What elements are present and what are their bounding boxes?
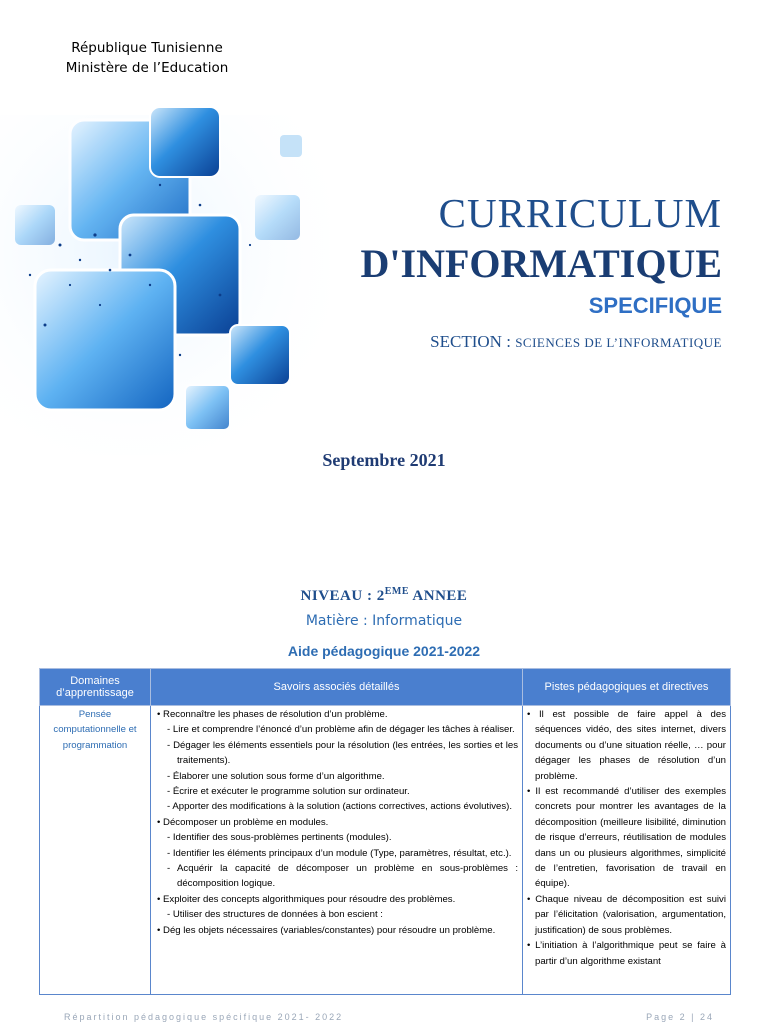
niveau-prefix: NIVEAU : 2 [300,588,385,604]
niveau-sup: EME [384,586,409,597]
republic-label: République Tunisienne [71,40,223,56]
footer-title: Répartition pédagogique spécifique 2021- 2022 [64,1012,344,1022]
header-pistes: Pistes pédagogiques et directives [523,669,731,706]
header-domaines: Domaines d’apprentissage [40,669,151,706]
savoir-subitem: - Identifier des sous-problèmes pertinents (modules). [167,832,392,844]
title-curriculum: CURRICULUM [438,190,722,236]
savoir-subitem: - Utiliser des structures de données à bon escient : [167,909,383,921]
aide-label: Aide pédagogique 2021-2022 [287,643,481,659]
savoir-item: • Exploiter des concepts algorithmiques pour résoudre des problèmes. [157,893,456,905]
publication-date: Septembre 2021 [322,450,446,470]
savoir-subitem: - Lire et comprendre l’énoncé d’un problème afin de dégager les tâches à réaliser. [167,724,515,736]
page-footer [64,1012,714,1022]
cover-art-image [0,95,330,475]
title-specifique: SPECIFIQUE [588,293,722,318]
section-line [361,332,722,352]
savoir-item: • Reconnaître les phases de résolution d’un problème. [157,709,388,720]
piste-item: • L’initiation à l’algorithmique peut se faire à partir d’un algorithme existant [527,940,726,967]
savoir-item: • Décomposer un problème en modules. [157,816,329,828]
matiere-label: Matière : Informatique [305,613,463,629]
page-number: Page 2 | 24 [646,1012,714,1022]
curriculum-table [39,668,731,995]
header-text [57,38,237,78]
savoir-subitem: - Dégager les éléments essentiels pour la résolution (les entrées, les sorties et les traitements). [167,739,518,767]
piste-item: • Il est possible de faire appel à des séquences vidéo, des sites internet, divers documents ou d’une situation réelle, … pour dégager les phases de résolution d’un problème. [527,709,726,782]
piste-item: • Chaque niveau de décomposition est suivi par l’élicitation (valorisation, argumentation, justification) de sous problèmes. [527,893,726,936]
savoir-subitem: - Élaborer une solution sous forme d’un algorithme. [167,770,385,782]
title-block [361,188,722,352]
savoir-subitem: - Identifier les éléments principaux d’un module (Type, paramètres, résultat, etc.). [167,847,512,859]
header-savoirs: Savoirs associés détaillés [151,669,523,706]
pistes-list [527,707,726,993]
domain-cell: Pensée computationnelle et programmation [40,706,151,995]
savoir-item: • Dég les objets nécessaires (variables/constantes) pour résoudre un problème. [157,924,496,936]
ministry-label: Ministère de l’Education [65,60,229,76]
section-value: SCIENCES DE L’INFORMATIQUE [515,335,722,350]
section-label: SECTION [430,332,502,351]
niveau-suffix: ANNEE [409,588,468,604]
section-separator: : [501,332,516,351]
table-header-row [40,669,731,706]
savoirs-list [155,707,518,993]
title-informatique: D'INFORMATIQUE [360,241,722,286]
pistes-cell [523,706,731,995]
savoir-subitem: - Apporter des modifications à la solution (actions correctives, actions évolutives). [167,801,512,813]
piste-item: • Il est recommandé d’utiliser des exemples concrets pour montrer les avantages de la décomposition (meilleure lisibilité, diminution de risque d’erreurs, réutilisation de modules dans un ou plusieurs algorithmes, simplicité de l’entretien, favorisation de travail en équipe). [527,786,726,890]
table-row [40,706,731,995]
savoir-subitem: - Acquérir la capacité de décomposer un problème en sous-problèmes : décomposition logique. [167,863,518,890]
savoir-subitem: - Écrire et exécuter le programme solution sur ordinateur. [167,786,410,798]
savoirs-cell [151,706,523,995]
niveau-heading [0,586,768,605]
